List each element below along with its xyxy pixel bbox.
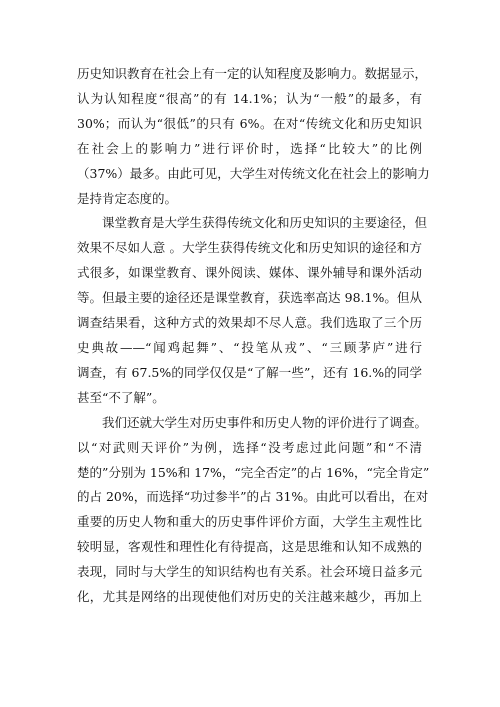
- text-line: 课堂教育是大学生获得传统文化和历史知识的主要途径，但: [102, 215, 428, 231]
- text-line: 化，尤其是网络的出现使他们对历史的关注越来越少，再加上: [77, 589, 422, 605]
- paragraph-3: [77, 411, 430, 610]
- text-line: 表现，同时与大学生的知识结构也有关系。社会环境日益多元: [77, 564, 422, 580]
- text-line: 的占 20%，而选择“功过参半”的占 31%。由此可以看出，在对: [77, 489, 429, 505]
- text-line: 是持肯定态度的。: [77, 190, 178, 206]
- text-line: 史典故——“闻鸡起舞”、“投笔从戎”、“三顾茅庐”进行: [77, 339, 422, 355]
- paragraph-2: [77, 211, 428, 410]
- text-line: 调查，有 67.5%的同学仅仅是“了解一些”，还有 16.%的同学: [77, 364, 422, 380]
- text-line: 甚至“不了解”。: [77, 389, 165, 405]
- text-line: 历史知识教育在社会上有一定的认知程度及影响力。数据显示，: [77, 66, 428, 81]
- body-text: [77, 62, 430, 610]
- text-line: 重要的历史人物和重大的历史事件评价方面，大学生主观性比: [77, 514, 422, 530]
- text-line: 我们还就大学生对历史事件和历史人物的评价进行了调查。: [102, 414, 428, 430]
- text-line: 等。但最主要的途径还是课堂教育，获选率高达 98.1%。但从: [77, 290, 422, 306]
- paragraph-1: [77, 62, 430, 211]
- text-line: 30%；而认为“很低”的只有 6%。在对“传统文化和历史知识: [77, 115, 422, 131]
- text-line: 调查结果看，这种方式的效果却不尽人意。我们选取了三个历: [77, 315, 422, 331]
- text-line: 以“对武则天评价”为例，选择“没考虑过此问题”和“不清: [77, 439, 422, 455]
- text-line: 认为认知程度“很高”的有 14.1%；认为“一般”的最多，有: [77, 90, 422, 106]
- text-line: （37%）最多。由此可见，大学生对传统文化在社会上的影响力: [77, 165, 430, 181]
- text-line: 较明显，客观性和理性化有待提高，这是思维和认知不成熟的: [77, 539, 422, 555]
- text-line: 式很多，如课堂教育、课外阅读、媒体、课外辅导和课外活动: [77, 265, 422, 281]
- text-line: 楚的”分别为 15%和 17%，“完全否定”的占 16%，“完全肯定”: [77, 464, 430, 480]
- text-line: 效果不尽如人意 。大学生获得传统文化和历史知识的途径和方: [77, 240, 422, 256]
- text-line: 在社会上的影响力”进行评价时，选择“比较大”的比例: [77, 140, 422, 156]
